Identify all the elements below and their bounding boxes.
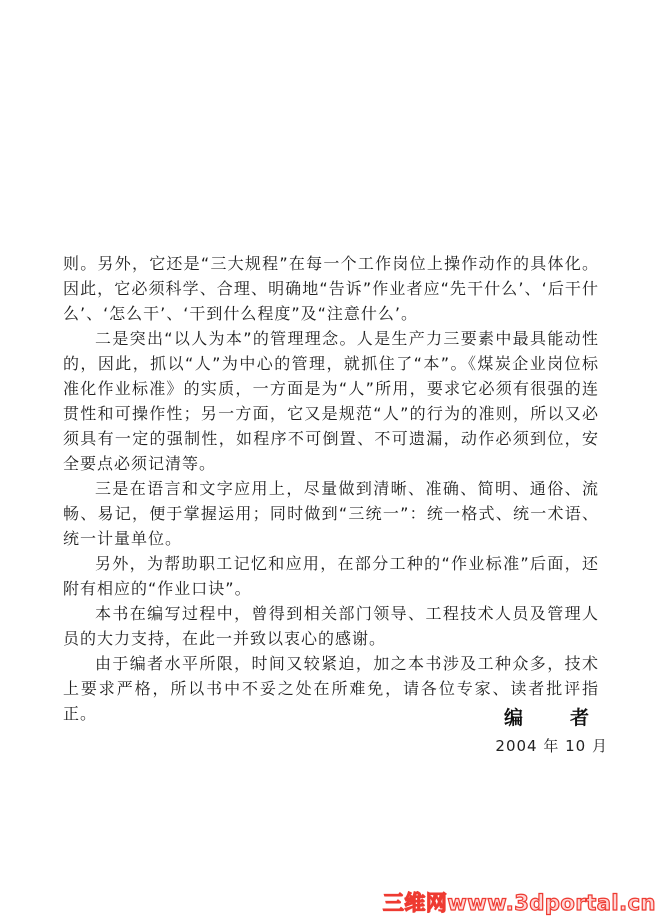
paragraph-acknowledgement: 本书在编写过程中，曾得到相关部门领导、工程技术人员及管理人员的大力支持，在此一并致以衷心的感谢。 xyxy=(63,604,599,648)
paragraph-mnemonics-note: 另外，为帮助职工记忆和应用，在部分工种的“作业标准”后面，还附有相应的“作业口诀”。 xyxy=(63,554,599,598)
signature-date: 2004 年 10 月 xyxy=(495,737,608,755)
paragraph-point-three: 三是在语言和文字应用上，尽量做到清晰、准确、简明、通俗、流畅、易记，便于掌握运用；同时做到“三统一”：统一格式、统一术语、统一计量单位。 xyxy=(63,479,599,548)
body-text-block xyxy=(63,251,599,726)
website-watermark: 三维网www.3dportal.cn xyxy=(382,891,656,915)
editor-signature: 编 者 xyxy=(503,707,592,729)
paragraph-point-two: 二是突出“以人为本”的管理理念。人是生产力三要素中最具能动性的，因此，抓以“人”为中心的管理，就抓住了“本”。《煤炭企业岗位标准化作业标准》的实质，一方面是为“人”所用，要求它必须有很强的连贯性和可操作性；另一方面，它又是规范“人”的行为的准则，所以又必须具有一定的强制性，如程序不可倒置、不可遗漏，动作必须到位，安全要点必须记清等。 xyxy=(63,329,599,473)
paragraph-continuation: 则。另外，它还是“三大规程”在每一个工作岗位上操作动作的具体化。因此，它必须科学、合理、明确地“告诉”作业者应“先干什么’、‘后干什么’、‘怎么干’、‘干到什么程度”及“注意什么’。 xyxy=(63,254,599,323)
paragraph-apology: 由于编者水平所限，时间又较紧迫，加之本书涉及工种众多，技术上要求严格，所以书中不妥之处在所难免，请各位专家、读者批评指正。 xyxy=(63,654,599,723)
